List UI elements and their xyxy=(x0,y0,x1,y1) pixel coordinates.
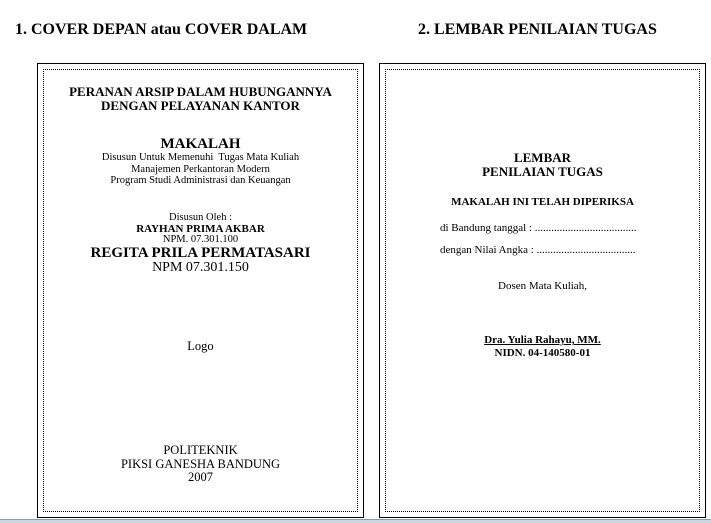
cover-purpose-line2: Manajemen Perkantoran Modern xyxy=(131,163,270,175)
penilaian-subtitle: MAKALAH INI TELAH DIPERIKSA xyxy=(451,196,634,208)
cover-title xyxy=(38,85,363,113)
cover-purpose xyxy=(38,152,363,187)
penilaian-title-line1: LEMBAR xyxy=(513,150,572,165)
penilaian-signer-id: NIDN. 04-140580-01 xyxy=(494,347,591,359)
cover-institution-line1: POLITEKNIK xyxy=(163,443,238,457)
penilaian-title-line2: PENILAIAN TUGAS xyxy=(482,163,603,179)
cover-purpose-line3: Program Studi Administrasi dan Keuangan xyxy=(110,175,291,186)
penilaian-page xyxy=(379,63,706,518)
cover-title-line2: DENGAN PELAYANAN KANTOR xyxy=(101,98,300,113)
penilaian-section-heading: 2. LEMBAR PENILAIAN TUGAS xyxy=(418,21,657,38)
penilaian-title xyxy=(380,151,705,178)
window-bottom-edge xyxy=(0,519,711,523)
cover-year: 2007 xyxy=(188,470,213,484)
cover-institution xyxy=(38,444,363,485)
penilaian-signer-name: Dra. Yulia Rahayu, MM. xyxy=(484,334,601,346)
cover-page xyxy=(37,63,364,518)
cover-author1-name: RAYHAN PRIMA AKBAR xyxy=(136,223,265,235)
cover-title-line1: PERANAN ARSIP DALAM HUBUNGANNYA xyxy=(69,84,332,99)
cover-section-heading: 1. COVER DEPAN atau COVER DALAM xyxy=(15,21,308,38)
penilaian-score-field: dengan Nilai Angka : .................................... xyxy=(440,244,636,256)
cover-institution-line2: PIKSI GANESHA BANDUNG xyxy=(120,456,281,471)
cover-logo-placeholder: Logo xyxy=(187,339,214,353)
cover-author2-npm: NPM 07.301.150 xyxy=(152,260,249,275)
cover-doc-type: MAKALAH xyxy=(160,136,241,152)
cover-author1-npm: NPM. 07.301.100 xyxy=(162,234,239,245)
cover-byline-label: Disusun Oleh : xyxy=(169,212,232,223)
penilaian-signer-role: Dosen Mata Kuliah, xyxy=(498,280,587,292)
penilaian-date-field: di Bandung tanggal : ..................................... xyxy=(440,222,637,234)
cover-author2-name: REGITA PRILA PERMATASARI xyxy=(90,245,311,261)
cover-purpose-line1: Disusun Untuk Memenuhi Tugas Mata Kuliah xyxy=(101,152,300,163)
